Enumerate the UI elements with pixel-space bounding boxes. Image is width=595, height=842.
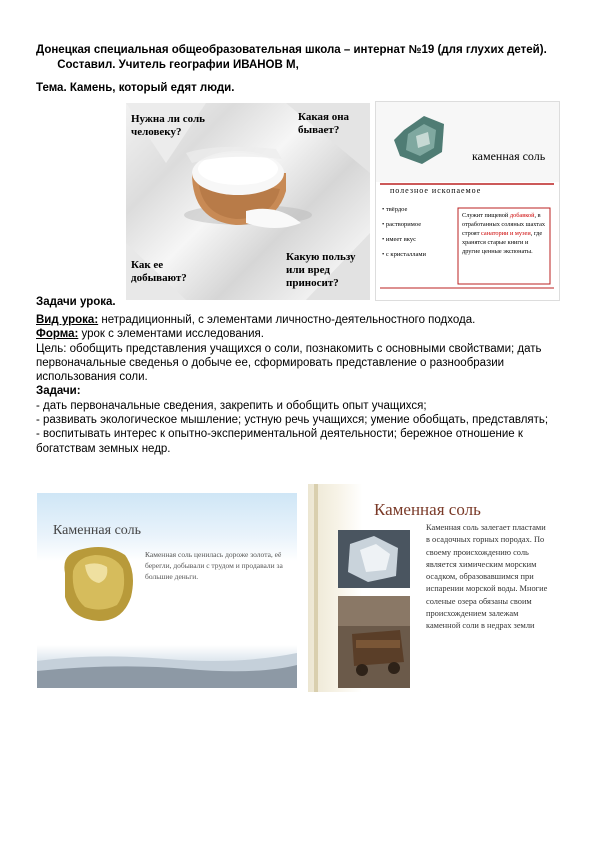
slide-rock-salt-gold-image [37,493,297,688]
task-item: - развивать экологическое мышление; устную речь учащихся; умение обобщать, представлять; [36,414,549,427]
question-benefit-harm: Какую пользу или вред приносит? [286,251,356,289]
slide1-text: Каменная соль ценилась дороже золота, её берегли, добывали с трудом и продавали за большие деньги. [145,550,283,581]
question-what-kind: Какая она бывает? [298,111,350,136]
card-bullet: • имеет вкус [382,236,416,243]
lesson-type: Вид урока: нетрадиционный, с элементами личностно-деятельностного подхода. [36,314,476,326]
slide1-graphics [37,493,297,688]
card-title: каменная соль [472,149,546,163]
school-name: Донецкая специальная общеобразовательная школа – интернат №19 (для глухих детей). [36,44,547,56]
tasks-label: Задачи: [36,385,81,398]
slide-rock-salt-mine-image [308,484,555,692]
slide1-title: Каменная соль [53,523,141,538]
author-line: Составил. Учитель географии ИВАНОВ М, [57,59,299,71]
lesson-form: Форма: урок с элементами исследования. [36,328,264,341]
lesson-description [36,313,556,456]
card-bullet: • растворимое [382,221,422,228]
document-header [36,43,556,73]
task-item: - дать первоначальные сведения, закрепить и обобщить опыт учащихся; [36,399,427,412]
rock-salt-card-image [375,101,560,301]
task-item: - воспитывать интерес к опытно-экспериментальной деятельности; бережное отношение к богатствам земных недр. [36,428,523,455]
question-how-mined: Как ее добывают? [131,259,187,284]
slide2-text: Каменная соль залегает пластами в осадочных горных породах. По своему происхождению соль является химическим морским осадком, образовавшимся при испарении морской воды. Многие соленые озера обязаны своим происхождением залежам каменной соли в недрах земли [426,523,548,631]
slide2-title: Каменная соль [374,500,481,519]
salt-collage-image [126,103,370,300]
question-need-salt: Нужна ли соль человеку? [131,113,205,138]
card-bullet: • с кристаллами [382,251,427,258]
card-subtitle: полезное ископаемое [390,186,482,195]
card-graphics [376,102,559,300]
tasks-heading: Задачи урока. [36,296,116,308]
card-bullets [382,202,452,262]
lesson-goal: Цель: обобщить представления учащихся о соли, познакомить с основными свойствами; дать первоначальные сведенья о добыче ее, сформировать представление о разнообразии использования соли. [36,342,542,384]
card-bullet: • твёрдое [382,206,408,213]
card-box-text: Служит пищевой добавкой, в отработанных соляных шахтах строят санатории и музеи, где хранятся старые книги и другие ценные экспонаты. [462,212,546,255]
lesson-topic: Тема. Камень, который едят люди. [36,82,235,94]
